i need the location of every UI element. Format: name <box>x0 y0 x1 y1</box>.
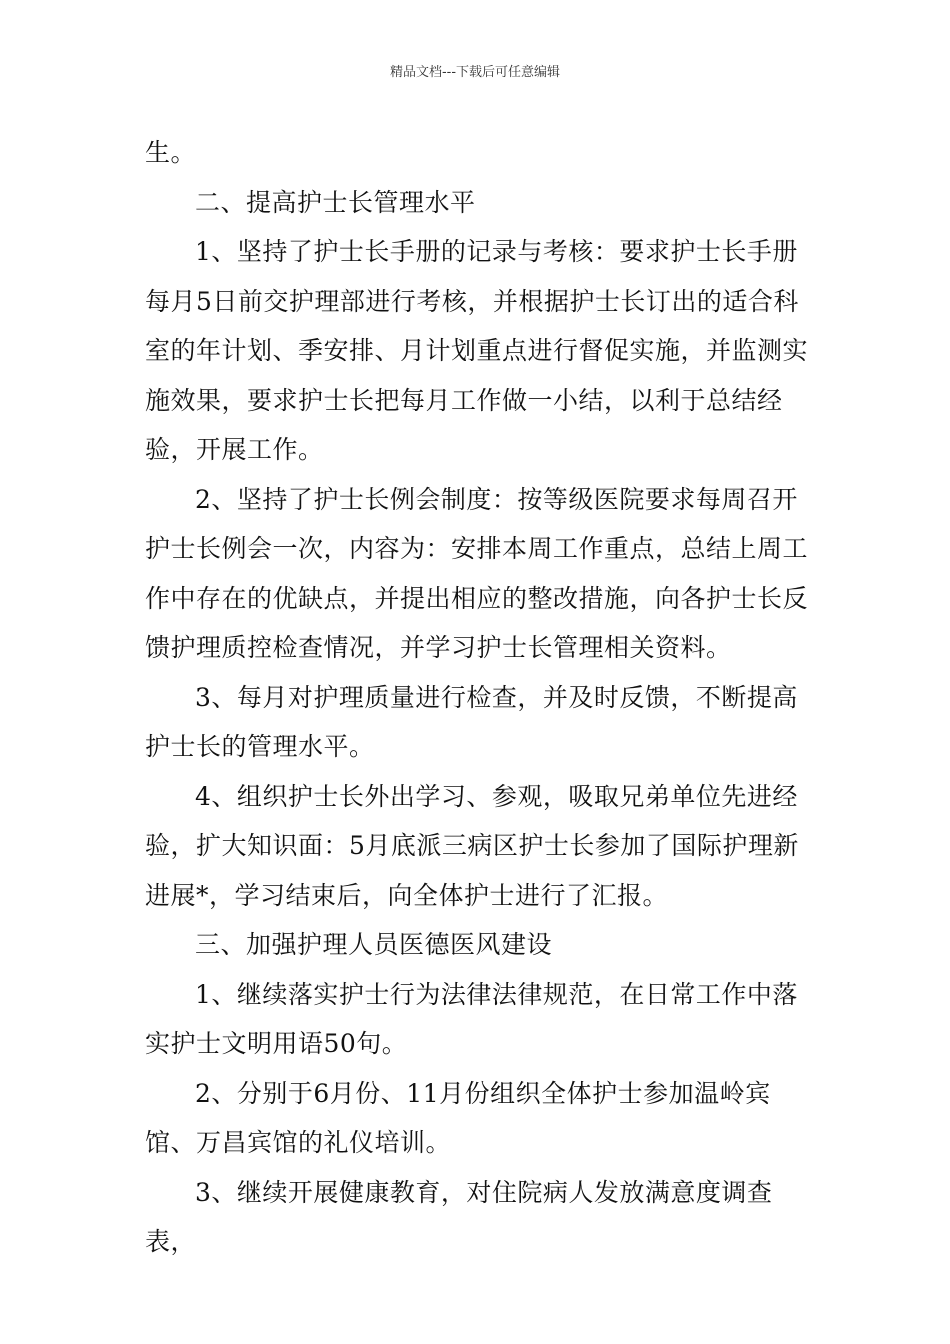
paragraph-8: 1、继续落实护士行为法律法律规范，在日常工作中落实护士文明用语50句。 <box>145 979 798 1058</box>
document-body <box>145 128 815 1267</box>
paragraph-3: 1、坚持了护士长手册的记录与考核：要求护士长手册每月5日前交护理部进行考核，并根据护士长订出的适合科室的年计划、季安排、月计划重点进行督促实施，并监测实施效果，要求护士长把每月工作做一小结，以利于总结经验，开展工作。 <box>145 237 809 464</box>
paragraph-10: 3、继续开展健康教育，对住院病人发放满意度调查表， <box>145 1177 773 1256</box>
paragraph-9: 2、分别于6月份、11月份组织全体护士参加温岭宾馆、万昌宾馆的礼仪培训。 <box>145 1078 771 1157</box>
paragraph-5: 3、每月对护理质量进行检查，并及时反馈，不断提高护士长的管理水平。 <box>145 682 798 761</box>
paragraph-4: 2、坚持了护士长例会制度：按等级医院要求每周召开护士长例会一次，内容为：安排本周工作重点，总结上周工作中存在的优缺点，并提出相应的整改措施，向各护士长反馈护理质控检查情况，并学习护士长管理相关资料。 <box>145 484 809 662</box>
section-heading-3: 三、加强护理人员医德医风建设 <box>195 930 553 959</box>
section-heading-2: 二、提高护士长管理水平 <box>195 187 476 217</box>
paragraph-6: 4、组织护士长外出学习、参观，吸取兄弟单位先进经验，扩大知识面：5月底派三病区护士长参加了国际护理新进展*，学习结束后，向全体护士进行了汇报。 <box>145 781 799 910</box>
paragraph-1: 生。 <box>145 138 197 167</box>
page-header: 精品文档---下载后可任意编辑 <box>389 65 561 80</box>
